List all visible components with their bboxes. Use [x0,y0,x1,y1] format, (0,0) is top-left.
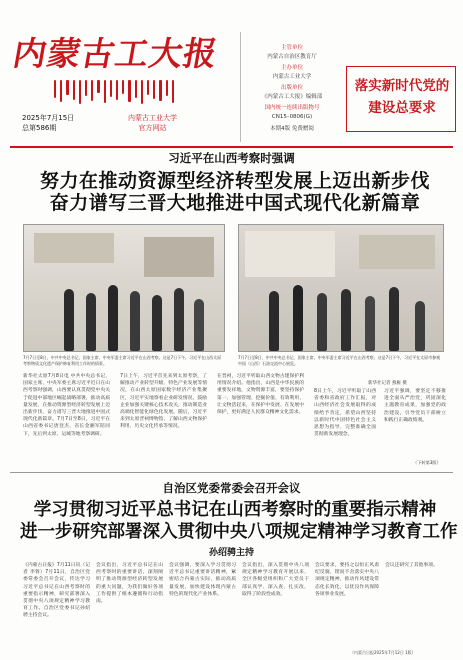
article1-column: 在晋祠，习近平听取山西文物古建保护利用情况介绍。他指出，山西是中华民族的重要发祥地，文物资源丰富，要坚持保护第一、加强管理、挖掘价值、有效利用、让文物活起来，在保护中发展、在发展中保护，更好满足人民群众精神文化需求。 [217,374,304,416]
official-site: 官方网站 [138,124,167,132]
article2-column: 会议还研究了其他事项。 [385,563,438,568]
headline-line: 进一步研究部署深入贯彻中央八项规定精神学习教育工作 [20,522,458,542]
masthead-rule [10,146,453,148]
news-photo-left [23,224,225,352]
continued-note: （下转第3版） [413,460,441,465]
publisher-value: 《内蒙古工大报》编辑部 [261,93,323,100]
masthead-logo: 内蒙古工大报 [10,34,221,73]
host-label: 主办单位 [280,65,303,71]
promo-line: 建设总要求 [368,100,436,116]
promo-text [352,75,452,119]
article1-kicker: 习近平在山西考察时强调 [168,151,295,165]
headline-line: 学习贯彻习近平总书记在山西考察时的重要指示精神 [33,500,437,520]
mongolian-script-logo [54,80,174,104]
photo-caption: 7月7日至8日，中共中央总书记、国家主席、中央军委主席习近平在山西考察。这是7日下午，习近平在山西太原考察物质文化遗产保护修复利用工作时的情景。 [23,355,222,366]
article2-kicker: 自治区党委常委会召开会议 [162,481,301,495]
article2-chair: 孙绍骋主持 [208,548,254,558]
sponsor-label: 主管单位 [280,45,303,51]
university-name: 内蒙古工业大学 [128,114,177,122]
article2-column: 会议指出，深入贯彻中央八项规定精神学习教育开展以来，全区各级党组织和广大党员干部认真学、深入查、扎实改，取得了阶段性成效。 [242,563,309,597]
cn-label: 国内统一连续出版物号 [264,105,320,111]
university-info [128,113,177,133]
news-photo-right [238,224,444,352]
sponsor-value: 内蒙古自治区教育厅 [267,53,317,60]
article2-column: 会议强调，要深入学习贯彻习近平总书记重要讲话精神，紧密结合内蒙古实际，推动高质量发展，加快建设体现内蒙古特色的现代化产业体系。 [169,563,236,597]
article2-headline [20,499,458,543]
photo-credit: 新华社记者 燕雁 摄 [368,381,407,386]
article1-column: 新华社太原7月8日电 中共中央总书记、国家主席、中央军委主席习近平近日在山西考察时强调，山西要认真贯彻党中央关于促进中部地区崛起战略部署，推动高质量发展，在推动资源型经济转型发展上迈出新步伐，奋力谱写三晋大地推进中国式现代化新篇章。7月7日至8日，习近平在山西省委书记唐登杰、省长金湘军陪同下，先后到太原、运城等地考察调研。 [23,374,110,437]
host-value: 内蒙古工业大学 [272,73,312,80]
issue-date: 2025年7月15日 [22,114,75,122]
issue-info [22,113,74,133]
article-divider [10,472,453,473]
article1-column: 习近平强调，要坚定不移推进全面从严治党，巩固深化主题教育成果，加强党的政治建设，引导党员干部树立和践行正确政绩观。 [384,389,446,423]
masthead-divider [240,32,241,142]
article2-column: 会议指出，习近平总书记在山西考察时的重要讲话，深刻阐明了推动资源型经济转型发展的重大问题，为我们做好各项工作提供了根本遵循和行动指南。 [96,563,163,605]
article1-headline [20,170,450,214]
pages-info: 本期4版 免费赠阅 [270,126,314,132]
article1-column: 7日上午，习近平首先来到太原考察，了解推动产业转型升级、特色产业发展等情况，在山西太原国家数字经济产业集聚区，习近平实地察看企业研发情况，鼓励企业加强关键核心技术攻关，推动制造业高端化智能化绿色化发展。随后，习近平来到太原晋祠博物馆，了解山西文物保护利用、历史文化传承等情况。 [120,374,207,430]
photo-caption: 7月7日至8日，中共中央总书记、国家主席、中央军委主席习近平在山西考察。这是7日下午，习近平在太原市参观中国（山西）石油交流中心展览。 [238,355,441,366]
promo-box [346,66,456,132]
source-note: （内蒙古日报2025年7月12日 1版） [350,650,416,655]
headline-line: 努力在推动资源型经济转型发展上迈出新步伐 [39,170,430,192]
article2-column: 《内蒙古日报》7月11日讯（记者 李蓉）7月11日，自治区党委常委会召开会议，传达学习习近平总书记在山西考察时的重要指示精神，研究部署深入贯彻中央八项规定精神学习教育工作。自治区党委书记孙绍骋主持会议。 [23,563,90,619]
publisher-label: 出版单位 [280,85,303,91]
article1-column: 8日上午，习近平听取了山西省委和省政府工作汇报，对山西经济社会发展取得的成绩给予肯定，希望山西坚持以新时代中国特色社会主义思想为指导，完整准确全面贯彻新发展理念。 [314,389,376,438]
article2-column: 会议要求，要持之以恒正风肃纪反腐，锲而不舍落实中央八项规定精神，推动作风建设常态化长效化，以优良作风保障各项事业发展。 [315,563,379,597]
masthead [10,14,455,144]
headline-line: 奋力谱写三晋大地推进中国式现代化新篇章 [49,192,421,214]
issue-number: 总第586期 [22,124,57,132]
publication-info [242,44,342,134]
cn-value: CN15–0806(G) [271,113,313,120]
promo-line: 落实新时代党的 [354,78,450,94]
